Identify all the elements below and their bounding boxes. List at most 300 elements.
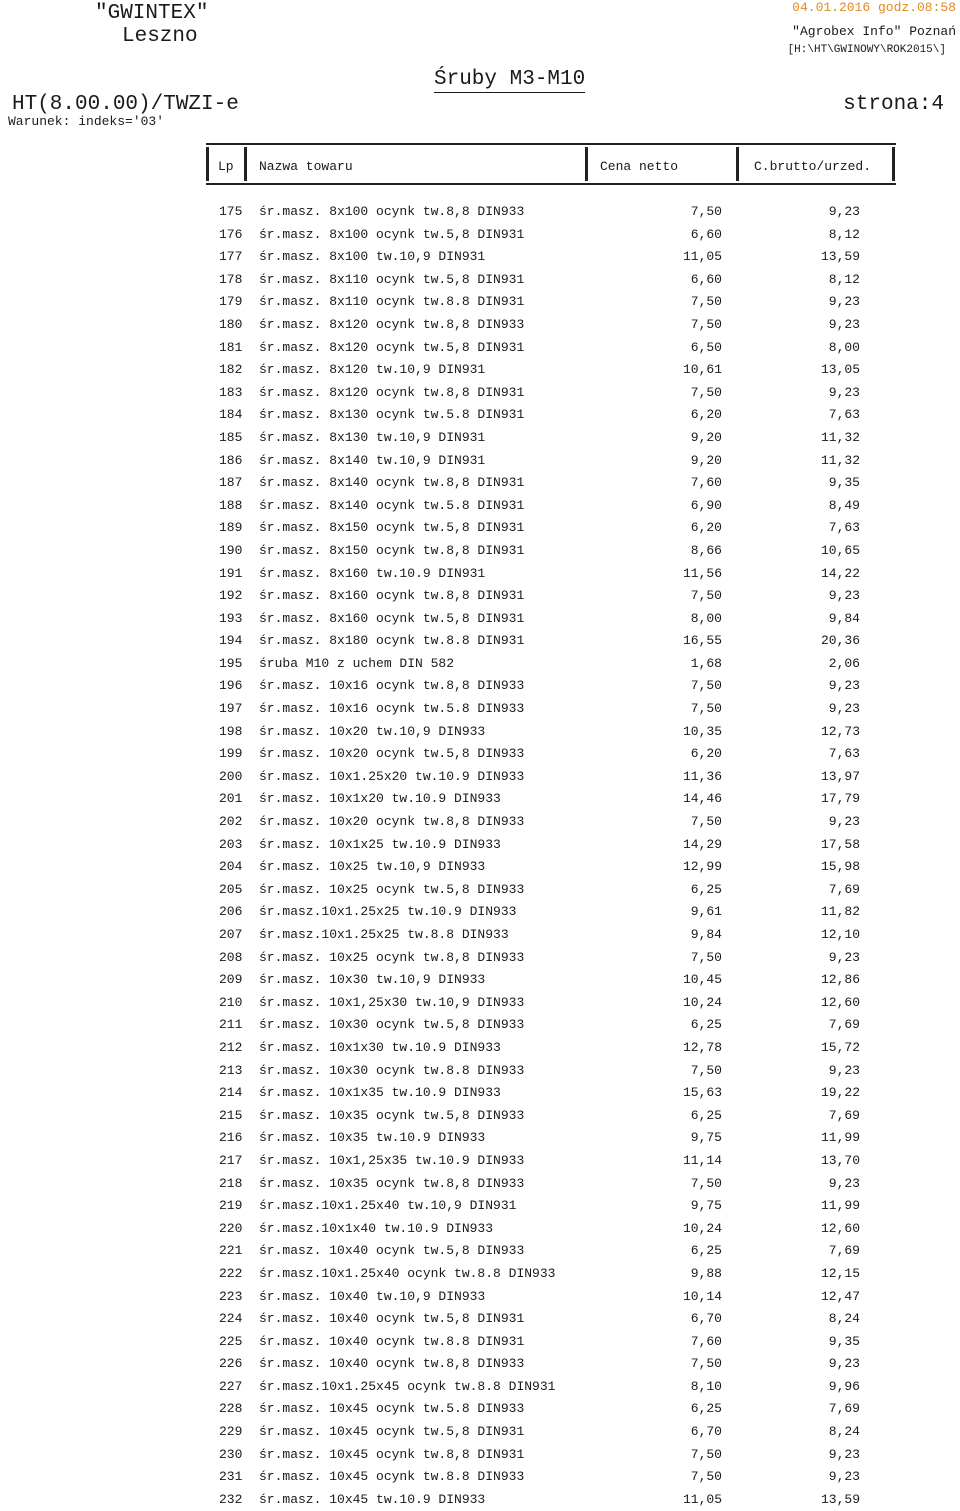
row-gross-price: 9,84 — [828, 610, 860, 626]
row-gross-price: 9,23 — [828, 701, 860, 717]
column-header-lp: Lp — [218, 159, 234, 174]
table-row — [0, 291, 960, 314]
table-row — [0, 1331, 960, 1354]
table-row — [0, 1489, 960, 1511]
row-product-name: śr.masz. 10x40 ocynk tw.8.8 DIN931 — [259, 1333, 525, 1349]
row-lp: 201 — [219, 791, 243, 807]
table-row — [0, 1218, 960, 1241]
row-gross-price: 11,99 — [820, 1198, 860, 1214]
table-row — [0, 1286, 960, 1309]
row-product-name: śr.masz.10x1.25x45 ocynk tw.8.8 DIN931 — [259, 1378, 556, 1394]
row-net-price: 7,50 — [690, 1469, 722, 1485]
row-net-price: 14,29 — [682, 836, 722, 852]
column-divider — [206, 147, 209, 181]
row-net-price: 11,36 — [682, 768, 722, 784]
table-row — [0, 856, 960, 879]
table-row — [0, 721, 960, 744]
row-gross-price: 8,00 — [828, 339, 860, 355]
row-net-price: 10,45 — [682, 972, 722, 988]
column-header-name: Nazwa towaru — [259, 159, 353, 174]
table-row — [0, 246, 960, 269]
row-net-price: 7,50 — [690, 294, 722, 310]
row-product-name: śr.masz. 10x16 ocynk tw.8,8 DIN933 — [259, 678, 525, 694]
row-net-price: 6,25 — [690, 1243, 722, 1259]
row-net-price: 10,35 — [682, 723, 722, 739]
row-lp: 183 — [219, 384, 243, 400]
table-row — [0, 1150, 960, 1173]
row-lp: 186 — [219, 452, 243, 468]
row-lp: 205 — [219, 881, 243, 897]
row-product-name: śr.masz. 10x1x35 tw.10.9 DIN933 — [259, 1085, 501, 1101]
row-lp: 197 — [219, 701, 243, 717]
row-net-price: 9,75 — [690, 1130, 722, 1146]
row-net-price: 11,05 — [682, 1491, 722, 1507]
row-net-price: 7,50 — [690, 1175, 722, 1191]
row-gross-price: 12,60 — [820, 1220, 860, 1236]
row-gross-price: 9,23 — [828, 949, 860, 965]
row-product-name: śr.masz. 10x40 ocynk tw.8,8 DIN933 — [259, 1356, 525, 1372]
row-net-price: 7,50 — [690, 1446, 722, 1462]
row-net-price: 9,20 — [690, 429, 722, 445]
row-net-price: 14,46 — [682, 791, 722, 807]
row-gross-price: 9,23 — [828, 204, 860, 219]
row-gross-price: 7,69 — [828, 1243, 860, 1259]
row-lp: 192 — [219, 588, 243, 604]
row-product-name: śr.masz. 10x45 ocynk tw.5.8 DIN933 — [259, 1401, 525, 1417]
row-product-name: śr.masz. 10x40 tw.10,9 DIN933 — [259, 1288, 486, 1304]
row-gross-price: 13,05 — [820, 362, 860, 378]
row-lp: 209 — [219, 972, 243, 988]
table-row — [0, 698, 960, 721]
row-lp: 228 — [219, 1401, 243, 1417]
row-product-name: śr.masz. 8x140 ocynk tw.5.8 DIN931 — [259, 497, 525, 513]
row-net-price: 7,50 — [690, 1062, 722, 1078]
row-gross-price: 17,79 — [820, 791, 860, 807]
row-lp: 210 — [219, 994, 243, 1010]
row-product-name: śr.masz. 8x110 ocynk tw.5,8 DIN931 — [259, 271, 525, 287]
row-net-price: 9,75 — [690, 1198, 722, 1214]
software-producer: "Agrobex Info" Poznań — [792, 24, 956, 39]
row-product-name: śr.masz. 10x20 ocynk tw.8,8 DIN933 — [259, 814, 525, 830]
filter-condition: Warunek: indeks='03' — [8, 114, 165, 129]
table-row — [0, 834, 960, 857]
row-net-price: 8,66 — [690, 542, 722, 558]
row-gross-price: 12,73 — [820, 723, 860, 739]
table-row — [0, 1353, 960, 1376]
row-gross-price: 9,35 — [828, 475, 860, 491]
row-net-price: 7,50 — [690, 814, 722, 830]
row-product-name: śr.masz. 10x30 tw.10,9 DIN933 — [259, 972, 486, 988]
table-row — [0, 1308, 960, 1331]
row-gross-price: 19,22 — [820, 1085, 860, 1101]
row-product-name: śr.masz. 8x130 tw.10,9 DIN931 — [259, 429, 486, 445]
row-lp: 200 — [219, 768, 243, 784]
row-gross-price: 11,32 — [820, 429, 860, 445]
row-product-name: śr.masz. 8x140 tw.10,9 DIN931 — [259, 452, 486, 468]
row-net-price: 6,20 — [690, 520, 722, 536]
row-net-price: 6,90 — [690, 497, 722, 513]
row-gross-price: 8,24 — [828, 1311, 860, 1327]
row-product-name: śr.masz. 10x1x20 tw.10.9 DIN933 — [259, 791, 501, 807]
row-net-price: 10,24 — [682, 994, 722, 1010]
row-net-price: 6,20 — [690, 746, 722, 762]
row-net-price: 7,50 — [690, 384, 722, 400]
row-lp: 184 — [219, 407, 243, 423]
row-lp: 193 — [219, 610, 243, 626]
row-lp: 232 — [219, 1491, 243, 1507]
table-row — [0, 1082, 960, 1105]
row-gross-price: 7,63 — [828, 407, 860, 423]
row-lp: 199 — [219, 746, 243, 762]
table-row — [0, 1173, 960, 1196]
row-product-name: śr.masz. 10x16 ocynk tw.5.8 DIN933 — [259, 701, 525, 717]
row-lp: 224 — [219, 1311, 243, 1327]
row-lp: 198 — [219, 723, 243, 739]
report-datetime: 04.01.2016 godz.08:58 — [792, 0, 956, 15]
row-product-name: śr.masz. 8x160 ocynk tw.8,8 DIN931 — [259, 588, 525, 604]
row-gross-price: 9,23 — [828, 1446, 860, 1462]
row-net-price: 7,50 — [690, 204, 722, 219]
row-lp: 225 — [219, 1333, 243, 1349]
row-lp: 179 — [219, 294, 243, 310]
row-net-price: 16,55 — [682, 633, 722, 649]
row-net-price: 6,60 — [690, 226, 722, 242]
row-lp: 195 — [219, 655, 243, 671]
company-city: Leszno — [122, 25, 198, 48]
row-gross-price: 15,98 — [820, 859, 860, 875]
row-product-name: śr.masz. 8x160 tw.10.9 DIN931 — [259, 565, 486, 581]
row-net-price: 7,50 — [690, 701, 722, 717]
row-gross-price: 7,63 — [828, 520, 860, 536]
row-lp: 217 — [219, 1152, 243, 1168]
row-net-price: 6,20 — [690, 407, 722, 423]
row-lp: 230 — [219, 1446, 243, 1462]
table-row — [0, 314, 960, 337]
row-lp: 204 — [219, 859, 243, 875]
table-row — [0, 1195, 960, 1218]
row-gross-price: 13,70 — [820, 1152, 860, 1168]
row-net-price: 6,70 — [690, 1311, 722, 1327]
table-row — [0, 450, 960, 473]
row-gross-price: 2,06 — [828, 655, 860, 671]
table-row — [0, 1060, 960, 1083]
row-product-name: śr.masz. 8x120 ocynk tw.5,8 DIN931 — [259, 339, 525, 355]
table-row — [0, 675, 960, 698]
row-gross-price: 9,23 — [828, 384, 860, 400]
row-net-price: 7,50 — [690, 1356, 722, 1372]
row-product-name: śr.masz. 8x100 tw.10,9 DIN931 — [259, 249, 486, 265]
row-product-name: śr.masz. 8x120 tw.10,9 DIN931 — [259, 362, 486, 378]
row-lp: 212 — [219, 1039, 243, 1055]
row-product-name: śr.masz. 10x45 ocynk tw.8,8 DIN931 — [259, 1446, 525, 1462]
row-gross-price: 9,35 — [828, 1333, 860, 1349]
row-product-name: śr.masz. 10x1,25x35 tw.10.9 DIN933 — [259, 1152, 525, 1168]
table-row — [0, 1444, 960, 1467]
column-divider — [736, 147, 739, 181]
table-row — [0, 427, 960, 450]
row-product-name: śr.masz. 10x30 ocynk tw.5,8 DIN933 — [259, 1017, 525, 1033]
table-row — [0, 359, 960, 382]
row-net-price: 7,50 — [690, 678, 722, 694]
row-gross-price: 15,72 — [820, 1039, 860, 1055]
table-row — [0, 766, 960, 789]
row-gross-price: 9,23 — [828, 316, 860, 332]
row-gross-price: 10,65 — [820, 542, 860, 558]
table-row — [0, 924, 960, 947]
data-path: [H:\HT\GWINOWY\ROK2015\] — [787, 44, 946, 56]
row-gross-price: 12,60 — [820, 994, 860, 1010]
row-product-name: śr.masz. 10x25 ocynk tw.5,8 DIN933 — [259, 881, 525, 897]
row-lp: 178 — [219, 271, 243, 287]
table-row — [0, 1014, 960, 1037]
row-net-price: 7,50 — [690, 316, 722, 332]
row-lp: 222 — [219, 1265, 243, 1281]
table-row — [0, 563, 960, 586]
column-header-gross: C.brutto/urzed. — [754, 159, 872, 174]
row-net-price: 1,68 — [690, 655, 722, 671]
table-row — [0, 608, 960, 631]
row-net-price: 6,25 — [690, 881, 722, 897]
row-product-name: śr.masz. 10x45 tw.10.9 DIN933 — [259, 1491, 486, 1507]
row-lp: 182 — [219, 362, 243, 378]
row-product-name: śr.masz. 8x150 ocynk tw.5,8 DIN931 — [259, 520, 525, 536]
row-product-name: śr.masz. 10x30 ocynk tw.8.8 DIN933 — [259, 1062, 525, 1078]
row-net-price: 10,24 — [682, 1220, 722, 1236]
table-row — [0, 653, 960, 676]
row-gross-price: 9,23 — [828, 1062, 860, 1078]
row-gross-price: 7,63 — [828, 746, 860, 762]
row-product-name: śr.masz. 10x45 ocynk tw.8.8 DIN933 — [259, 1469, 525, 1485]
row-gross-price: 14,22 — [820, 565, 860, 581]
row-net-price: 6,70 — [690, 1424, 722, 1440]
table-row — [0, 1037, 960, 1060]
row-product-name: śr.masz. 10x25 tw.10,9 DIN933 — [259, 859, 486, 875]
row-net-price: 10,14 — [682, 1288, 722, 1304]
row-gross-price: 7,69 — [828, 1401, 860, 1417]
row-net-price: 9,88 — [690, 1265, 722, 1281]
company-name: "GWINTEX" — [95, 2, 209, 25]
row-lp: 220 — [219, 1220, 243, 1236]
row-lp: 226 — [219, 1356, 243, 1372]
product-table — [0, 201, 960, 1511]
row-lp: 213 — [219, 1062, 243, 1078]
row-lp: 180 — [219, 316, 243, 332]
row-lp: 187 — [219, 475, 243, 491]
table-row — [0, 1376, 960, 1399]
row-net-price: 6,25 — [690, 1107, 722, 1123]
page-title: Śruby M3-M10 — [434, 68, 586, 91]
row-product-name: śr.masz. 8x110 ocynk tw.8.8 DIN931 — [259, 294, 525, 310]
row-lp: 227 — [219, 1378, 243, 1394]
row-gross-price: 17,58 — [820, 836, 860, 852]
table-header — [206, 143, 896, 185]
table-row — [0, 1105, 960, 1128]
row-net-price: 15,63 — [682, 1085, 722, 1101]
row-lp: 177 — [219, 249, 243, 265]
row-lp: 221 — [219, 1243, 243, 1259]
table-row — [0, 224, 960, 247]
row-lp: 202 — [219, 814, 243, 830]
row-gross-price: 8,12 — [828, 226, 860, 242]
row-net-price: 6,50 — [690, 339, 722, 355]
row-product-name: śr.masz.10x1.25x25 tw.8.8 DIN933 — [259, 927, 509, 942]
row-product-name: śr.masz. 8x120 ocynk tw.8,8 DIN933 — [259, 316, 525, 332]
row-gross-price: 11,32 — [820, 452, 860, 468]
table-row — [0, 1127, 960, 1150]
row-product-name: śr.masz. 10x45 ocynk tw.5,8 DIN931 — [259, 1424, 525, 1440]
table-row — [0, 201, 960, 224]
row-product-name: śr.masz. 10x35 tw.10.9 DIN933 — [259, 1130, 486, 1146]
row-gross-price: 13,59 — [820, 1491, 860, 1507]
row-gross-price: 9,23 — [828, 1356, 860, 1372]
row-net-price: 6,25 — [690, 1017, 722, 1033]
row-net-price: 11,14 — [682, 1152, 722, 1168]
row-product-name: śr.masz. 10x35 ocynk tw.5,8 DIN933 — [259, 1107, 525, 1123]
row-lp: 216 — [219, 1130, 243, 1146]
row-gross-price: 13,97 — [820, 768, 860, 784]
table-row — [0, 1398, 960, 1421]
table-row — [0, 969, 960, 992]
row-lp: 223 — [219, 1288, 243, 1304]
column-divider — [585, 147, 588, 181]
row-product-name: śr.masz. 10x1x30 tw.10.9 DIN933 — [259, 1039, 501, 1055]
row-product-name: śr.masz. 10x35 ocynk tw.8,8 DIN933 — [259, 1175, 525, 1191]
table-row — [0, 585, 960, 608]
row-net-price: 11,56 — [682, 565, 722, 581]
row-gross-price: 7,69 — [828, 1017, 860, 1033]
row-gross-price: 9,23 — [828, 678, 860, 694]
row-product-name: śr.masz.10x1x40 tw.10.9 DIN933 — [259, 1220, 494, 1236]
row-product-name: śr.masz. 8x130 ocynk tw.5.8 DIN931 — [259, 407, 525, 423]
page-number: strona:4 — [843, 93, 944, 116]
row-product-name: śr.masz. 10x25 ocynk tw.8,8 DIN933 — [259, 949, 525, 965]
row-gross-price: 9,23 — [828, 588, 860, 604]
row-gross-price: 8,24 — [828, 1424, 860, 1440]
row-product-name: śr.masz. 10x1,25x30 tw.10,9 DIN933 — [259, 994, 525, 1010]
row-lp: 229 — [219, 1424, 243, 1440]
table-row — [0, 788, 960, 811]
row-product-name: śr.masz. 10x40 ocynk tw.5,8 DIN931 — [259, 1311, 525, 1327]
row-product-name: śr.masz. 8x100 ocynk tw.5,8 DIN931 — [259, 226, 525, 242]
row-lp: 175 — [219, 204, 243, 219]
row-net-price: 12,99 — [682, 859, 722, 875]
table-row — [0, 337, 960, 360]
row-gross-price: 12,47 — [820, 1288, 860, 1304]
table-row — [0, 472, 960, 495]
row-lp: 181 — [219, 339, 243, 355]
row-gross-price: 9,23 — [828, 814, 860, 830]
row-gross-price: 20,36 — [820, 633, 860, 649]
table-row — [0, 743, 960, 766]
row-gross-price: 12,86 — [820, 972, 860, 988]
column-divider — [244, 147, 247, 181]
row-lp: 218 — [219, 1175, 243, 1191]
report-code: HT(8.00.00)/TWZI-e — [12, 93, 239, 116]
column-divider — [892, 147, 895, 181]
row-lp: 203 — [219, 836, 243, 852]
row-gross-price: 7,69 — [828, 1107, 860, 1123]
row-lp: 190 — [219, 542, 243, 558]
row-gross-price: 9,96 — [828, 1378, 860, 1394]
row-product-name: śr.masz.10x1.25x40 ocynk tw.8.8 DIN933 — [259, 1265, 556, 1281]
row-lp: 219 — [219, 1198, 243, 1214]
row-net-price: 9,61 — [690, 904, 722, 920]
row-product-name: śr.masz. 8x120 ocynk tw.8,8 DIN931 — [259, 384, 525, 400]
table-row — [0, 269, 960, 292]
table-row — [0, 879, 960, 902]
row-product-name: śr.masz. 10x40 ocynk tw.5,8 DIN933 — [259, 1243, 525, 1259]
row-lp: 208 — [219, 949, 243, 965]
row-lp: 207 — [219, 927, 243, 942]
table-row — [0, 540, 960, 563]
row-lp: 176 — [219, 226, 243, 242]
row-lp: 196 — [219, 678, 243, 694]
row-gross-price: 9,23 — [828, 294, 860, 310]
table-row — [0, 495, 960, 518]
row-gross-price: 11,82 — [820, 904, 860, 920]
row-net-price: 6,60 — [690, 271, 722, 287]
row-product-name: śr.masz. 10x1.25x20 tw.10.9 DIN933 — [259, 768, 525, 784]
row-lp: 185 — [219, 429, 243, 445]
table-row — [0, 1466, 960, 1489]
table-row — [0, 992, 960, 1015]
row-gross-price: 9,23 — [828, 1469, 860, 1485]
row-lp: 214 — [219, 1085, 243, 1101]
row-net-price: 7,60 — [690, 1333, 722, 1349]
row-net-price: 12,78 — [682, 1039, 722, 1055]
row-product-name: śr.masz. 8x100 ocynk tw.8,8 DIN933 — [259, 204, 525, 219]
row-lp: 194 — [219, 633, 243, 649]
row-gross-price: 11,99 — [820, 1130, 860, 1146]
row-net-price: 10,61 — [682, 362, 722, 378]
row-product-name: śruba M10 z uchem DIN 582 — [259, 655, 455, 671]
row-net-price: 7,50 — [690, 588, 722, 604]
table-row — [0, 1263, 960, 1286]
row-lp: 231 — [219, 1469, 243, 1485]
table-row — [0, 1421, 960, 1444]
row-product-name: śr.masz. 10x20 tw.10,9 DIN933 — [259, 723, 486, 739]
row-lp: 188 — [219, 497, 243, 513]
row-product-name: śr.masz. 8x140 ocynk tw.8,8 DIN931 — [259, 475, 525, 491]
row-lp: 189 — [219, 520, 243, 536]
row-product-name: śr.masz. 8x150 ocynk tw.8,8 DIN931 — [259, 542, 525, 558]
table-row — [0, 1240, 960, 1263]
row-gross-price: 8,49 — [828, 497, 860, 513]
row-lp: 215 — [219, 1107, 243, 1123]
row-lp: 206 — [219, 904, 243, 920]
table-row — [0, 517, 960, 540]
table-row — [0, 630, 960, 653]
row-net-price: 6,25 — [690, 1401, 722, 1417]
row-net-price: 8,00 — [690, 610, 722, 626]
row-gross-price: 12,15 — [820, 1265, 860, 1281]
row-product-name: śr.masz. 10x20 ocynk tw.5,8 DIN933 — [259, 746, 525, 762]
row-net-price: 7,60 — [690, 475, 722, 491]
row-net-price: 11,05 — [682, 249, 722, 265]
table-row — [0, 811, 960, 834]
row-lp: 191 — [219, 565, 243, 581]
row-net-price: 8,10 — [690, 1378, 722, 1394]
row-gross-price: 8,12 — [828, 271, 860, 287]
row-product-name: śr.masz. 10x1x25 tw.10.9 DIN933 — [259, 836, 501, 852]
row-net-price: 7,50 — [690, 949, 722, 965]
row-product-name: śr.masz.10x1.25x25 tw.10.9 DIN933 — [259, 904, 517, 920]
table-row — [0, 901, 960, 924]
row-lp: 211 — [219, 1017, 243, 1033]
table-row — [0, 382, 960, 405]
row-gross-price: 12,10 — [820, 927, 860, 942]
row-product-name: śr.masz. 8x180 ocynk tw.8.8 DIN931 — [259, 633, 525, 649]
